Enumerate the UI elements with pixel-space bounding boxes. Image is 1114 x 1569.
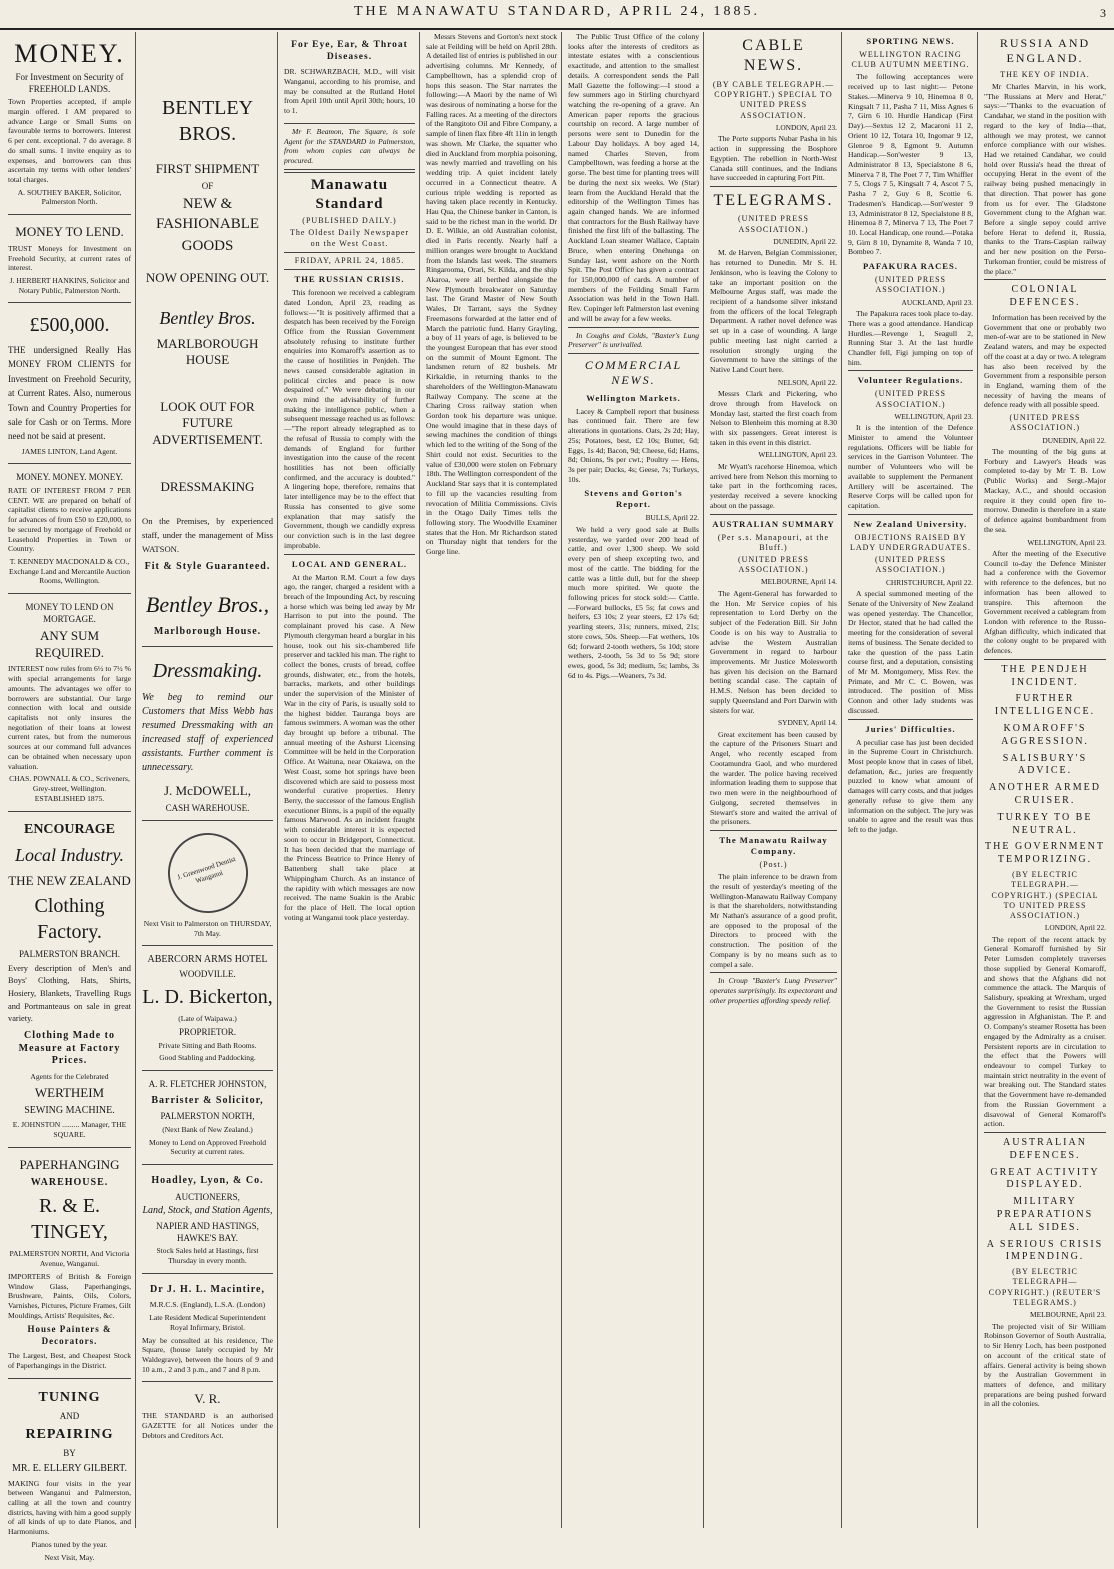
bank-line: (Next Bank of New Zealand.): [162, 1124, 253, 1134]
bentley-heading: BENTLEY BROS.: [161, 97, 254, 145]
post-line: (Post.): [759, 859, 788, 869]
vr-heading: V. R.: [194, 1391, 221, 1407]
of-line: OF: [201, 180, 214, 191]
rate-title: MONEY. MONEY. MONEY.: [16, 472, 123, 483]
manager-line: E. JOHNSTON ......... Manager, THE SQUARE.: [12, 1120, 127, 1140]
pownall-advert: [8, 597, 131, 811]
land-line: Land, Stock, and Station Agents,: [142, 1205, 273, 1217]
dunedin-date-2: DUNEDIN, April 22.: [1042, 435, 1106, 445]
activity-heading: GREAT ACTIVITY DISPLAYED.: [990, 1166, 1100, 1191]
pafakura-heading: PAFAKURA RACES.: [863, 261, 958, 272]
amount-signer: JAMES LINTON, Land Agent.: [21, 446, 118, 456]
nz-heading: THE NEW ZEALAND: [8, 873, 131, 889]
telegrams-heading: TELEGRAMS.: [713, 191, 834, 209]
london-date: LONDON, April 23.: [775, 122, 837, 132]
rule: [710, 186, 837, 187]
markets-body: Lacey & Campbell report that business has continued fair. There are few alterations in quotations. Oats, 2s 2d; Hay, 25s; Potatoes, best, £2 10s; Butter, 6d; Eggs, 1s 4d; Bacon, 9d; Cheese, 6d; Hams, 8d; Onions, 9s per cwt.; Poultry — Hens, 3s per pair; Ducks, 4s; Geese, 7s; Turkeys, 10s.: [568, 406, 699, 484]
hoadley-advert: [142, 1168, 273, 1274]
branch-heading: PALMERSTON BRANCH.: [18, 949, 121, 960]
colonial-heading: COLONIAL DEFENCES.: [1009, 284, 1081, 309]
melbourne-date: MELBOURNE, April 14.: [761, 577, 837, 587]
rule: [568, 327, 699, 328]
university-heading: New Zealand University.: [853, 518, 968, 529]
mcdowell-heading: J. McDOWELL,: [163, 782, 251, 798]
summary-sub: (Per s.s. Manapouri, at the Bluff.): [717, 532, 830, 552]
bentley-italic: Bentley Bros.: [159, 307, 256, 328]
rule: [984, 279, 1106, 280]
rule: [984, 1132, 1106, 1133]
column-8: [980, 32, 1110, 1528]
paperhanging-heading: PAPERHANGING: [19, 1156, 120, 1172]
dressmaking-heading: DRESSMAKING: [160, 478, 255, 494]
woodville-heading: WOODVILLE.: [179, 969, 236, 980]
mortgage-title: MONEY TO LEND ON MORTGAGE.: [25, 602, 114, 624]
dunedin-date: DUNEDIN, April 22.: [773, 236, 837, 246]
aus-defences-heading: AUSTRALIAN DEFENCES.: [1003, 1137, 1087, 1161]
macintire-heading: Dr J. H. L. Macintire,: [150, 1283, 265, 1295]
tingey-place: PALMERSTON NORTH, And Victoria Avenue, Wanganui.: [9, 1249, 130, 1269]
pendjeh-heading: THE PENDJEH INCIDENT.: [1001, 663, 1089, 688]
first-shipment: FIRST SHIPMENT: [155, 161, 260, 177]
sum-signer: CHAS. POWNALL & CO., Scriveners, Grey-street, Wellington. ESTABLISHED 1875.: [9, 774, 130, 803]
volunteer-body: It is the intention of the Defence Minister to amend the Volunteer regulations. Officers will be liable for services in the Garrison Volunteer. The number of Volunteers who will be available to supplement the Permanent Artillery will be ascertained. The Reserve Corps will be called upon for capitation.: [848, 423, 973, 511]
lookout-heading: LOOK OUT FOR FUTURE ADVERTISEMENT.: [152, 398, 263, 448]
eye-body: DR. SCHWARZBACH, M.D., will visit Wanganui, according to his promise, and may be consulted at the Rutland Hotel from April 10th until April 30th; hours, 10 to 1.: [284, 67, 415, 116]
rule: [284, 269, 415, 270]
nelson-date: NELSON, April 22.: [777, 377, 837, 387]
stabling-line: Good Stabling and Paddocking.: [159, 1053, 256, 1063]
further-heading: FURTHER INTELLIGENCE.: [994, 693, 1096, 718]
rule: [568, 353, 699, 354]
local-industry: Local Industry.: [14, 845, 124, 866]
colonial-sub: (UNITED PRESS ASSOCIATION.): [1009, 413, 1081, 433]
marlborough-heading: MARLBOROUGH HOUSE: [156, 335, 259, 368]
stevens-body: We held a very good sale at Bulls yesterday, we yarded over 200 head of cattle, and over 1,300 sheep. We sold every pen of sheep excepting two, and most of the cattle. The bidding for the cattle was a little dull, but for the sheep much more spirited. We quote the following prices for stock sold:— Cattle.—Forward bullocks, £5 5s; fat cows and heifers, £3 10s; 2 year steers, £2 17s 6d; yearling steers, 31s; runners, mixed, 21s; store cows, 50s. Sheep.—Fat wethers, 10s 6d; forward 2-tooth wethers, 5s 10d; store wethers, 2-tooth, 5s 3d to 5s 9d; store ewes, good, 5s 3d; medium, 5s; lambs, 3s 6d to 4s. Pigs.—Weaners, 7s 3d.: [568, 524, 699, 680]
reuter-sub: (BY ELECTRIC TELEGRAPH—COPYRIGHT.) (REUTER'S TELEGRAMS.): [988, 1267, 1102, 1307]
measure-heading: Clothing Made to Measure at Factory Prices.: [18, 1029, 121, 1067]
rule: [710, 514, 837, 515]
university-sub: OBJECTIONS RAISED BY LADY UNDERGRADUATES.: [849, 532, 972, 553]
warehouse-heading: WAREHOUSE.: [30, 1177, 109, 1189]
money-advert: [8, 32, 131, 215]
late-line: Late Resident Medical Superintendent Royal Infirmary, Bristol.: [149, 1313, 266, 1332]
issue-date: FRIDAY, APRIL 24, 1885.: [294, 255, 405, 265]
mrcs-line: M.R.C.S. (England), L.S.A. (London): [149, 1300, 266, 1310]
masthead-title: THE MANAWATU STANDARD, APRIL 24, 1885.: [353, 4, 761, 19]
melbourne-date-2: MELBOURNE, April 23.: [1030, 1310, 1106, 1320]
club-heading: WELLINGTON RACING CLUB AUTUMN MEETING.: [851, 50, 970, 70]
juries-heading: Juries' Difficulties.: [865, 723, 956, 734]
fashionable-heading: NEW & FASHIONABLE: [155, 196, 260, 232]
rule: [848, 370, 973, 371]
telegrams-sub: (UNITED PRESS ASSOCIATION.): [737, 214, 809, 234]
dentist-advert: [142, 824, 273, 946]
clothing-factory-advert: [8, 815, 131, 1148]
pafakura-body: The Papakura races took place to-day. There was a good attendance. Handicap Hurdles.—Revenge 1, Seagull 2, Running Star 3. At the last hurdle Chandler fell, Figi jumping on top of him.: [848, 309, 973, 367]
sum-title: ANY SUM REQUIRED.: [35, 628, 104, 660]
rule: [284, 169, 415, 173]
rule: [984, 659, 1106, 660]
markets-heading: Wellington Markets.: [586, 392, 681, 403]
bentley-advert: [142, 32, 273, 647]
lend-line: Money to Lend on Approved Freehold Security at current rates.: [148, 1137, 267, 1157]
russian-crisis-body: This forenoon we received a cablegram dated London, April 23, reading as follows:—"It is positively affirmed that a despatch has been received by the Foreign Office from the Russian Government absolutely refusing to institute further enquiries into Komaroff's assertion as to the cause of hostilities in Penjdeh. The news caused considerable agitation in political circles and peace is now despaired of." We were debating in our own mind the advisability of further making the intelligence public, when a subsequent message reached us as follows:—"The report already telegraphed as to the refusal of Russia to comply with the demands of England for further investigation into the cause of the recent hostilities has not been officially confirmed, and the accuracy is doubted." A lingering hope, therefore, remains that later intelligence may be to the effect that Russia has consented to give some explanation that may satisfy the Government, though we candidly express our conviction such is in the last degree improbable.: [284, 288, 415, 550]
column-5-body: The Public Trust Office of the colony looks after the interests of creditors as intestate estates with a conscientious exactitude, and attention to the smallest details. A correspondent sends the Pall Mall Gazette the following:—I stood a few summers ago in Stirling churchyard watching the re-opening of a grave. An American paper reports the gracious courtship on record. A large number of persons were sent to Dunedin for the Labour Day holidays. A boy aged 14, named Charles Steven, from Campbelltown, was feeding a horse at the gorse. The best time for planting trees will be during the next six weeks. We (Star) learn from the Auckland Herald that the editorship of the Wellington Times has again changed hands. We are informed that contractors for the Bush Railway have finished the first lift of the ballasting. The Auckland Loan steamer Wallace, Captain Bruce, when entering Onehunga on Sunday last, went ashore on the North Spit. The Post Office has given a contract for 150,000,000 of cards. A number of members of the Feilding Small Farm Association was held in the Town Hall. Rev. Copinger left Palmerston last evening and will be away for a few weeks.: [568, 32, 699, 323]
column-6: [706, 32, 842, 1528]
sum-body: INTEREST now rules from 6½ to 7½ % with special arrangements for large amounts. The advantages we offer to borrowers are substantial. Our large connection with local and outside capitalists not only insures the negotiation of their loans at lowest current rates, but from the numerous sources at our command full advances can be obtained when necessary upon valuation.: [8, 664, 131, 771]
rooms-line: Private Sitting and Bath Rooms.: [158, 1040, 257, 1050]
agents-line: Agents for the Celebrated: [30, 1072, 109, 1082]
lend-signer: J. HERBERT HANKINS, Solicitor and Notary Public, Palmerston North.: [9, 275, 130, 295]
london-body: The report of the recent attack by General Komaroff furnished by Sir Peter Lumsden completely traverses those supplied by General Komaroff, and shows that the Afghans did not commence the attack. The Marquis of Salisbury, speaking at Wrexham, urged the Government to resist the Russian aggression in Afghanistan. The P. and O. Company's steamer Rosetta has been engaged by the Admiralty as a cruiser. Persistent reports are in circulation to the effect that the Powers will endeavour to compel Turkey to maintain strict neutrality in the event of war breaking out. The Standard states that the Government have re-demanded from the Russian Government a disavowal of General Komaroff's action.: [984, 934, 1106, 1129]
london-date-2: LONDON, April 22.: [1044, 923, 1106, 933]
next-visit: Next Visit to Palmerston on THURSDAY, 7th May.: [143, 919, 272, 938]
university-body: A special summoned meeting of the Senate of the University of New Zealand was opened yesterday. The Chancellor, Dr Hector, stated that he had called the meeting for the consideration of several items of business. The Senate decided to take the question of the pass Latin course first, and a deputation, consisting of Mr M. Montgomery, Miss Rev. the Primate, and Mr C. C. Bowen, was introduced. The position of Miss Connon and other lady students was discussed.: [848, 589, 973, 715]
money-title: MONEY.: [14, 39, 125, 68]
commercial-heading: COMMERCIAL NEWS.: [584, 358, 683, 388]
summary-body: The Agent-General has forwarded to the Hon. Mr Service copies of his representation to Lord Derby on the subject of the Federation Bill. Sir John Coode is on his way to Australia to advise the Western Australian Government in regard to harbour improvements. Mr Justice Molesworth has given his decision on the Barnard betting scandal case. The captain of H.M.S. Nelson has been decided to supply Queensland and Port Darwin with sisters for war.: [710, 588, 837, 715]
rule: [848, 719, 973, 720]
linton-advert: [8, 306, 131, 464]
sydney-date: SYDNEY, April 14.: [778, 718, 837, 728]
cable-sub: (BY CABLE TELEGRAPH.—COPYRIGHT.) SPECIAL TO UNITED PRESS ASSOCIATION.: [712, 79, 835, 120]
university-sub-2: (UNITED PRESS ASSOCIATION.): [874, 555, 946, 575]
schwarzbach-advert: [284, 32, 415, 124]
painters-body: The Largest, Best, and Cheapest Stock of Paperhangings in the District.: [8, 1351, 131, 1371]
marlborough-gothic: Marlborough House.: [153, 625, 262, 637]
rate-body: RATE OF INTEREST FROM 7 PER CENT. WE are prepared on behalf of capitalist clients to receive applications for advances of from £50 to £20,000, to be secured by mortgage of Freehold or Leasehold Properties in Town or Country.: [8, 485, 131, 554]
napier-heading: NAPIER AND HASTINGS, HAWKE'S BAY.: [156, 1221, 259, 1243]
encourage: ENCOURAGE: [23, 821, 115, 837]
money-sub: For Investment on Security of FREEHOLD LANDS.: [15, 72, 124, 94]
russia-heading: RUSSIA AND ENGLAND.: [999, 36, 1091, 66]
gilbert-body: MAKING four visits in the year between Wanganui and Palmerston, calling at all the town and country districts, having with him a good supply of all kinds of up to date Pianos, and Harmoniums.: [8, 1478, 131, 1537]
gazette-notice: [142, 1385, 273, 1447]
amount-title: £500,000.: [29, 314, 110, 337]
tingey-body: IMPORTERS of British & Foreign Window Glass, Paperhangings, Brushware, Paints, Oils, Colors, Varnishes, Pictures, Picture Frames, Gilt Mouldings, Artists' Requisites, &c.: [8, 1271, 131, 1320]
gilbert-advert: [8, 1382, 131, 1569]
abercorn-heading: ABERCORN ARMS HOTEL: [147, 954, 268, 966]
gilbert-heading: MR. E. ELLERY GILBERT.: [12, 1462, 127, 1474]
consult-line: May be consulted at his residence, The Square, (house lately occupied by Mr Waldegrave), between the hours of 9 and 10 a.m., 2 and 3 p.m., and 7 and 8 p.m.: [142, 1335, 273, 1374]
key-heading: THE KEY OF INDIA.: [1000, 69, 1090, 79]
factory-body: Every description of Men's and Boys' Clothing, Hats, Shirts, Hosiery, Blankets, Travelling Rugs and Portmanteaus on sale in great variety.: [8, 963, 131, 1024]
column-2: [138, 32, 278, 1528]
oldest-line: The Oldest Daily Newspaper on the West Coast.: [289, 228, 410, 248]
rule: [710, 830, 837, 831]
auctioneers-heading: AUCTIONEERS,: [175, 1191, 240, 1202]
wellington-body: Mr Wyatt's racehorse Hinemoa, which arrived here from Nelson this morning to take part in the forthcoming races, yesterday received a severe knocking about on the passage.: [710, 461, 837, 510]
macdonald-advert: [8, 467, 131, 594]
lend-advert: [8, 218, 131, 303]
column-3: [280, 32, 420, 1528]
factory-heading: Clothing Factory.: [34, 895, 105, 943]
juries-body: A peculiar case has just been decided in the Supreme Court in Christchurch. Most people know that in cases of libel, defamation, &c., juries are frequently puzzled to know what amount of damages will carry costs, and that judges generally refuse to give them any information on the subject. The jury was unable to agree and the result was thus left to the judge.: [848, 737, 973, 834]
volunteer-date: WELLINGTON, April 23.: [894, 411, 973, 421]
russian-crisis-heading: THE RUSSIAN CRISIS.: [294, 274, 405, 285]
dentist-stamp-text: J. Greenwood Dentist Wanganui: [175, 855, 237, 885]
temporizing-heading: THE GOVERNMENT TEMPORIZING.: [985, 841, 1105, 866]
pafakura-sub: (UNITED PRESS ASSOCIATION.): [874, 275, 946, 295]
volunteer-heading: Volunteer Regulations.: [857, 375, 964, 386]
volunteer-sub: (UNITED PRESS ASSOCIATION.): [874, 389, 946, 409]
next-visit-line: Next Visit, May.: [44, 1552, 95, 1562]
melbourne-body: The projected visit of Sir William Robinson Governor of South Australia, to Sir Henry Loch, has been postponed on account of the critical state of affairs. General activity is being shown by the Australian Government in matters of defence, and military preparations are being pushed forward in all the colonies.: [984, 1321, 1106, 1409]
fit-heading: Fit & Style Guaranteed.: [144, 560, 271, 572]
salisbury-heading: SALISBURY'S ADVICE.: [1002, 752, 1088, 777]
rule: [284, 554, 415, 555]
waipawa-line: (Late of Waipawa.): [178, 1014, 237, 1024]
hoadley-heading: Hoadley, Lyon, & Co.: [151, 1175, 264, 1187]
tuning-heading: TUNING: [38, 1389, 101, 1405]
opening-heading: NOW OPENING OUT.: [145, 269, 270, 285]
local-general-body: At the Marton R.M. Court a few days ago, the ranger, charged a resident with a breach of the Impounding Act, by rescuing a horse which was being led away by Mr Harrison to put into the pound. The complainant proved his case. A New Plymouth clergyman heard a burglar in his house, took out his six-chambered life preserver and tackled his man. The right to collect the bones, crusts of bread, coffee grounds, dishwater, etc., from the hotels, barracks, markets, and other buildings under the supervision of the Minister of War in the city of Paris, is usually sold to the highest bidder. Tauranga boys are famous swimmers. A woman was the other day brought up before a tribunal. The annual meeting of the Ashurst Licensing Committee will be held in the Corporation Office. At Waituna, near Okaiawa, on the West Coast, some hot springs have been discovered which are said to possess most wonderful curative properties. Henry Berry, the successor of the famous English executioner Binns, is a pupil of the equally famous Marwood. As an incident fraught with considerable interest it is expected soon to occur in Bridgeport, Connecticut. It has been decided that the marriage of the Princess Beatrice to Prince Henry of Battenberg shall take place at Whippingham Church. As an instance of the rapidity with which messages are now received. The name Suakin is the Arabic for the place of Hell. The local option voting at Wanganui took place yesterday.: [284, 572, 415, 922]
barrister-heading: Barrister & Solicitor,: [151, 1094, 264, 1106]
tingey-advert: [8, 1151, 131, 1379]
wellington-date-2: WELLINGTON, April 23.: [1027, 537, 1106, 547]
railway-heading: The Manawatu Railway Company.: [719, 834, 828, 856]
stevens-date: BULLS, April 22.: [645, 513, 699, 523]
sporting-heading: SPORTING NEWS.: [866, 36, 955, 46]
bentley-italic-2: Bentley Bros.,: [145, 592, 270, 618]
baxter-notice: In Croup "Baxter's Lung Preserver" operates surprisingly. Its expectorant and other properties affording speedy relief.: [710, 976, 837, 1005]
agent-notice: Mr F. Beamon, The Square, is sole Agent for the STANDARD in Palmerston, from whom copies can always be procured.: [284, 126, 415, 166]
dentist-stamp: [157, 823, 258, 924]
pn-heading: PALMERSTON NORTH,: [160, 1111, 255, 1122]
lend-title: MONEY TO LEND.: [15, 224, 124, 240]
military-heading: MILITARY PREPARATIONS ALL SIDES.: [996, 1196, 1094, 1233]
eye-title: For Eye, Ear, & Throat Diseases.: [291, 40, 408, 63]
tingey-heading: R. & E. TINGEY,: [31, 1195, 108, 1243]
summary-heading: AUSTRALIAN SUMMARY: [712, 518, 835, 529]
money-body: Town Properties accepted, if ample margin offered. I AM prepared to advance Large or Small Sums on favourable terms to borrowers. Interest 6 per cent. exceptional. 7 do average. 8 do small sums. I invite enquiry as to expenses, and borrowers can thus ascertain my terms with other lenders' total charges.: [8, 97, 131, 185]
by-heading: BY: [63, 1448, 76, 1459]
christchurch-date: CHRISTCHURCH, April 22.: [885, 577, 973, 587]
cable-body: The Porte supports Nubar Pasha in his action in suppressing the Bosphore Egyptien. The rebellion in North-West Canada still continues, and the Indians have succeeded in capturing Fort Pitt.: [710, 134, 837, 183]
coughs-notice: In Coughs and Colds, "Baxter's Lung Preserver" is unrivalled.: [568, 330, 699, 350]
column-7: [844, 32, 978, 1528]
crisis-heading: A SERIOUS CRISIS IMPENDING.: [986, 1238, 1104, 1263]
and-heading: AND: [59, 1410, 80, 1421]
column-5: [564, 32, 704, 1528]
column-4-body: Messrs Stevens and Gorton's next stock sale at Feilding will be held on April 28th. A detailed list of entries is published in our advertising columns. Mr Kennedy, of Campbelltown, has a splendid crop of hops this season. The Star narrates the following:—A Maori by the name of Wi was desirous of nominating a horse for the Falling races. At a meeting of the directors of the Rangitoto Oil and Fibre Company, a sample of linen flax fibre 4ft 11in in length was shown. Mr Clarke, the squatter who died in Auckland from morphia poisoning, was newly married and travelling on his wedding trip. A quiet incident lately occurred in a Connecticut theatre. A curious triple wedding is reported as having taken place recently in Kentucky. Hau Qua, the Chinese banker in Canton, is said to be the richest man in the world. Dr D. E. Wilkie, an old Australian colonist, died in Paris recently. Nearly half a million oranges were brought to Auckland from the Islands last week. The steamers Ringarooma, Orari, St. Kilda, and the ship Akaroa, were all berthed alongside the New Plymouth breakwater on Saturday last. The Grand Master of New South Wales, Dr Tarrant, says the Sydney Freemasons forwarded at the latter end of March the patriotic fund. Harry Grayling, a boy of 11 years of age, is believed to be the youngest European that has ever stood on the summit of Mount Egmont. The landsmen return of 82 bushels. Mr Kirkaldie, in returning thanks to the shareholders of the Wellington-Manawatu Railway Company. The scene at the Charing Cross railway station when Gordon took his departure was unique. One would imagine that in these days of sewing machines the condition of things which led to the writing of the Song of the Shirt could not exist. Securities to the value of £30,000 were stolen on February 18th. The Wellington correspondent of the Auckland Star says that it is contemplated to fill up the vacancies resulting from revocation of Militia Commissions. Civis in the Otago Daily Times tells the following story. The Woodville Examiner states that the Hon. Mr Richardson stated on Thursday night that tenders for the Gorge line.: [426, 32, 557, 557]
money-signer: A. SOUTHEY BAKER, Solicitor, Palmerston North.: [17, 187, 122, 207]
lend-body: TRUST Moneys for Investment on Freehold Security, at current rates of interest.: [8, 243, 131, 273]
club-body: The following acceptances were received up to last night:— Petone Stakes.—Minerva 9 10, Hinemoa 8 0, Kingsalt 7 11, Pasha 7 11, Miss Agnes 6 7, Girn 6 10. Hurdle Handicap (First Day).—Sextus 12 2, Macaroni 11 2, Orient 10 12, Totara 10, Ingomar 9 12, Glenroe 9 8, Egmont 9. Autumn Handicap.—Son'wester 9 13, Administrator 8 13, Specialstone 8 6, Minerva 7 8, The Poet 7 7, Tim Whiffler 7 5, Clogs 7 5, Kingsalt 7 4, Ascot 7 5, Pasha 7 2, Guy 6 8, Scottie 6. Tradesmen's Handicap.—Son'wester 9 13, Administrator 8 12, Specialstone 8 8, Hinemoa 8 7, Minerva 7 13, The Poet 7 10. Local Handicap, one round.—Potaka 9, Girn 8 10, Dynamite 8, Wanda 7 10, Bombeo 7.: [848, 72, 973, 257]
sydney-body: Great excitement has been caused by the capture of the Prisoners Stuart and Angel, who recently escaped from Cootamundra Gaol, and who murdered the warder. The police having received information leading them to suppose that two men were in the neighbourhood of Gulgong, secreted themselves in Stewart's store and waited the arrival of the prisoners.: [710, 729, 837, 827]
rule: [848, 514, 973, 515]
webb-advert: [142, 650, 273, 821]
wellington-date: WELLINGTON, April 23.: [758, 450, 837, 460]
masthead: [0, 4, 1114, 30]
wellington-body-2: After the meeting of the Executive Council to-day the Defence Minister had a conference with the Governor with reference to the defences, but no information has been allowed to transpire. This afternoon the Government received a cablegram from London with reference to the Russo-Afghan difficulty, which indicated that the colony ought to be prepared with defences.: [984, 548, 1106, 656]
komaroff-heading: KOMAROFF'S AGGRESSION.: [1001, 723, 1089, 747]
stevens-heading: Stevens and Gorton's Report.: [584, 488, 683, 510]
goods-heading: GOODS: [181, 237, 234, 254]
cable-heading: CABLE NEWS.: [742, 37, 805, 75]
sewing-heading: SEWING MACHINE.: [24, 1104, 115, 1116]
rate-signer: T. KENNEDY MACDONALD & CO., Exchange Land and Mercantile Auction Rooms, Wellington.: [8, 557, 131, 586]
column-4: [422, 32, 562, 1528]
bickerton-heading: L. D. Bickerton,: [142, 985, 273, 1008]
column-1: [4, 32, 136, 1562]
tuned-line: Pianos tuned by the year.: [31, 1539, 108, 1549]
local-general-heading: LOCAL AND GENERAL.: [291, 558, 408, 569]
gazette-body: THE STANDARD is an authorised GAZETTE for all Notices under the Debtors and Creditors Act.: [142, 1411, 273, 1440]
painters-heading: House Painters & Decorators.: [27, 1324, 112, 1346]
johnston-heading: A. R. FLETCHER JOHNSTON,: [148, 1079, 267, 1090]
nelson-body: Messrs Clark and Pickering, who drove through from Havelock on Monday last, started the first coach from Nelson to Blenheim this morning at 8.30 with six passengers. Great interest is taken in this event in this district.: [710, 389, 837, 447]
electric-sub: (BY ELECTRIC TELEGRAPH.—COPYRIGHT.) (SPECIAL TO UNITED PRESS ASSOCIATION.): [991, 870, 1099, 920]
wertheim-heading: WERTHEIM: [34, 1084, 105, 1100]
repairing-heading: REPAIRING: [25, 1427, 114, 1443]
cash-heading: CASH WAREHOUSE.: [165, 802, 250, 813]
amount-body: THE undersigned Really Has MONEY FROM CLIENTS for Investment on Freehold Security, at Current Rates. Also, numerous Town and Country Properties for sale for Cash or on Terms. More need not be said at present.: [8, 345, 131, 442]
dress-body: On the Premises, by experienced staff, under the management of Miss WATSON.: [142, 516, 273, 554]
rule: [284, 252, 415, 253]
page-number-right: 3: [1100, 6, 1106, 20]
turkey-heading: TURKEY TO BE NEUTRAL.: [997, 811, 1093, 836]
dunedin-body: The mounting of the big guns at Forbury and Lawyer's Heads was completed to-day by Mr T. B. Low (Public Works) and Sergt.-Major Mackay, A.C., and should occasion require it they could open fire to-morrow. Dunedin is therefore in a state of defence against bombardment from the sea.: [984, 447, 1106, 534]
proprietor-heading: PROPRIETOR.: [178, 1027, 237, 1038]
webb-body: We beg to remind our Customers that Miss Webb has resumed Dressmaking with an increased staff of experienced assistants. Further comment is unnecessary.: [142, 691, 273, 773]
colonial-body: Information has been received by the Government that one or probably two men-of-war are to be stationed in New Zealand waters, and may be expected off the coast at a day or two. A telegram has also been received by the Government from a responsible person in England, warning them of the necessity of having the means of defence ready with all possible speed.: [984, 312, 1106, 410]
auckland-date: AUCKLAND, April 23.: [901, 297, 973, 307]
cruiser-heading: ANOTHER ARMED CRUISER.: [989, 782, 1101, 807]
paper-title: Manawatu Standard: [310, 176, 389, 212]
macintire-advert: [142, 1277, 273, 1383]
summary-sub-2: (UNITED PRESS ASSOCIATION.): [737, 555, 809, 575]
dressmaking-italic: Dressmaking.: [152, 660, 263, 683]
telegrams-body: M. de Harven, Belgian Commissioner, has returned to Dunedin. Mr S. H. Jenkinson, who is leaving the Colony to take an important position on the Melbourne Argus staff, was made the recipient of a handsome silver inkstand from the officers of the local Telegraph Department. A rather novel defence was set up in a case of wounding. A large public meeting last night carried a resolution strongly urging the Government to have the sittings of the Native Land Court here.: [710, 248, 837, 374]
sales-line: Stock Sales held at Hastings, first Thursday in every month.: [156, 1246, 259, 1265]
railway-body: The plain inference to be drawn from the result of yesterday's meeting of the Wellington-Manawatu Railway Company is that the shareholders, notwithstanding Mr Nathan's assurance of a good profit, are opposed to the proposal of the Directors to proceed with the construction. The position of the Company is by no means such as to compel a sale.: [710, 872, 837, 969]
published-line: (PUBLISHED DAILY.): [302, 216, 397, 226]
abercorn-advert: [142, 949, 273, 1071]
johnston-advert: [142, 1074, 273, 1165]
russia-body: Mr Charles Marvin, in his work, "The Russians at Merv and Herat," says:—"Thanks to the evacuation of Candahar, we stand in the position with regard to the key of India—that, although we may protest, we cannot enforce compliance with our wishes. Had we retained Candahar, we could hold over Russia's head the threat of occupying Herat in the event of the railway being pushed menacingly in that direction. That power has gone from us for ever. The Gladstone Government clung to the Afghan war. Before a single sepoy could arrive before Herat to defend it, Russia, thanks to the Trans-Caspian railway and her new position on the Perso-Turkoman frontier, could be mistress of the place.": [984, 81, 1106, 276]
rule: [710, 972, 837, 973]
